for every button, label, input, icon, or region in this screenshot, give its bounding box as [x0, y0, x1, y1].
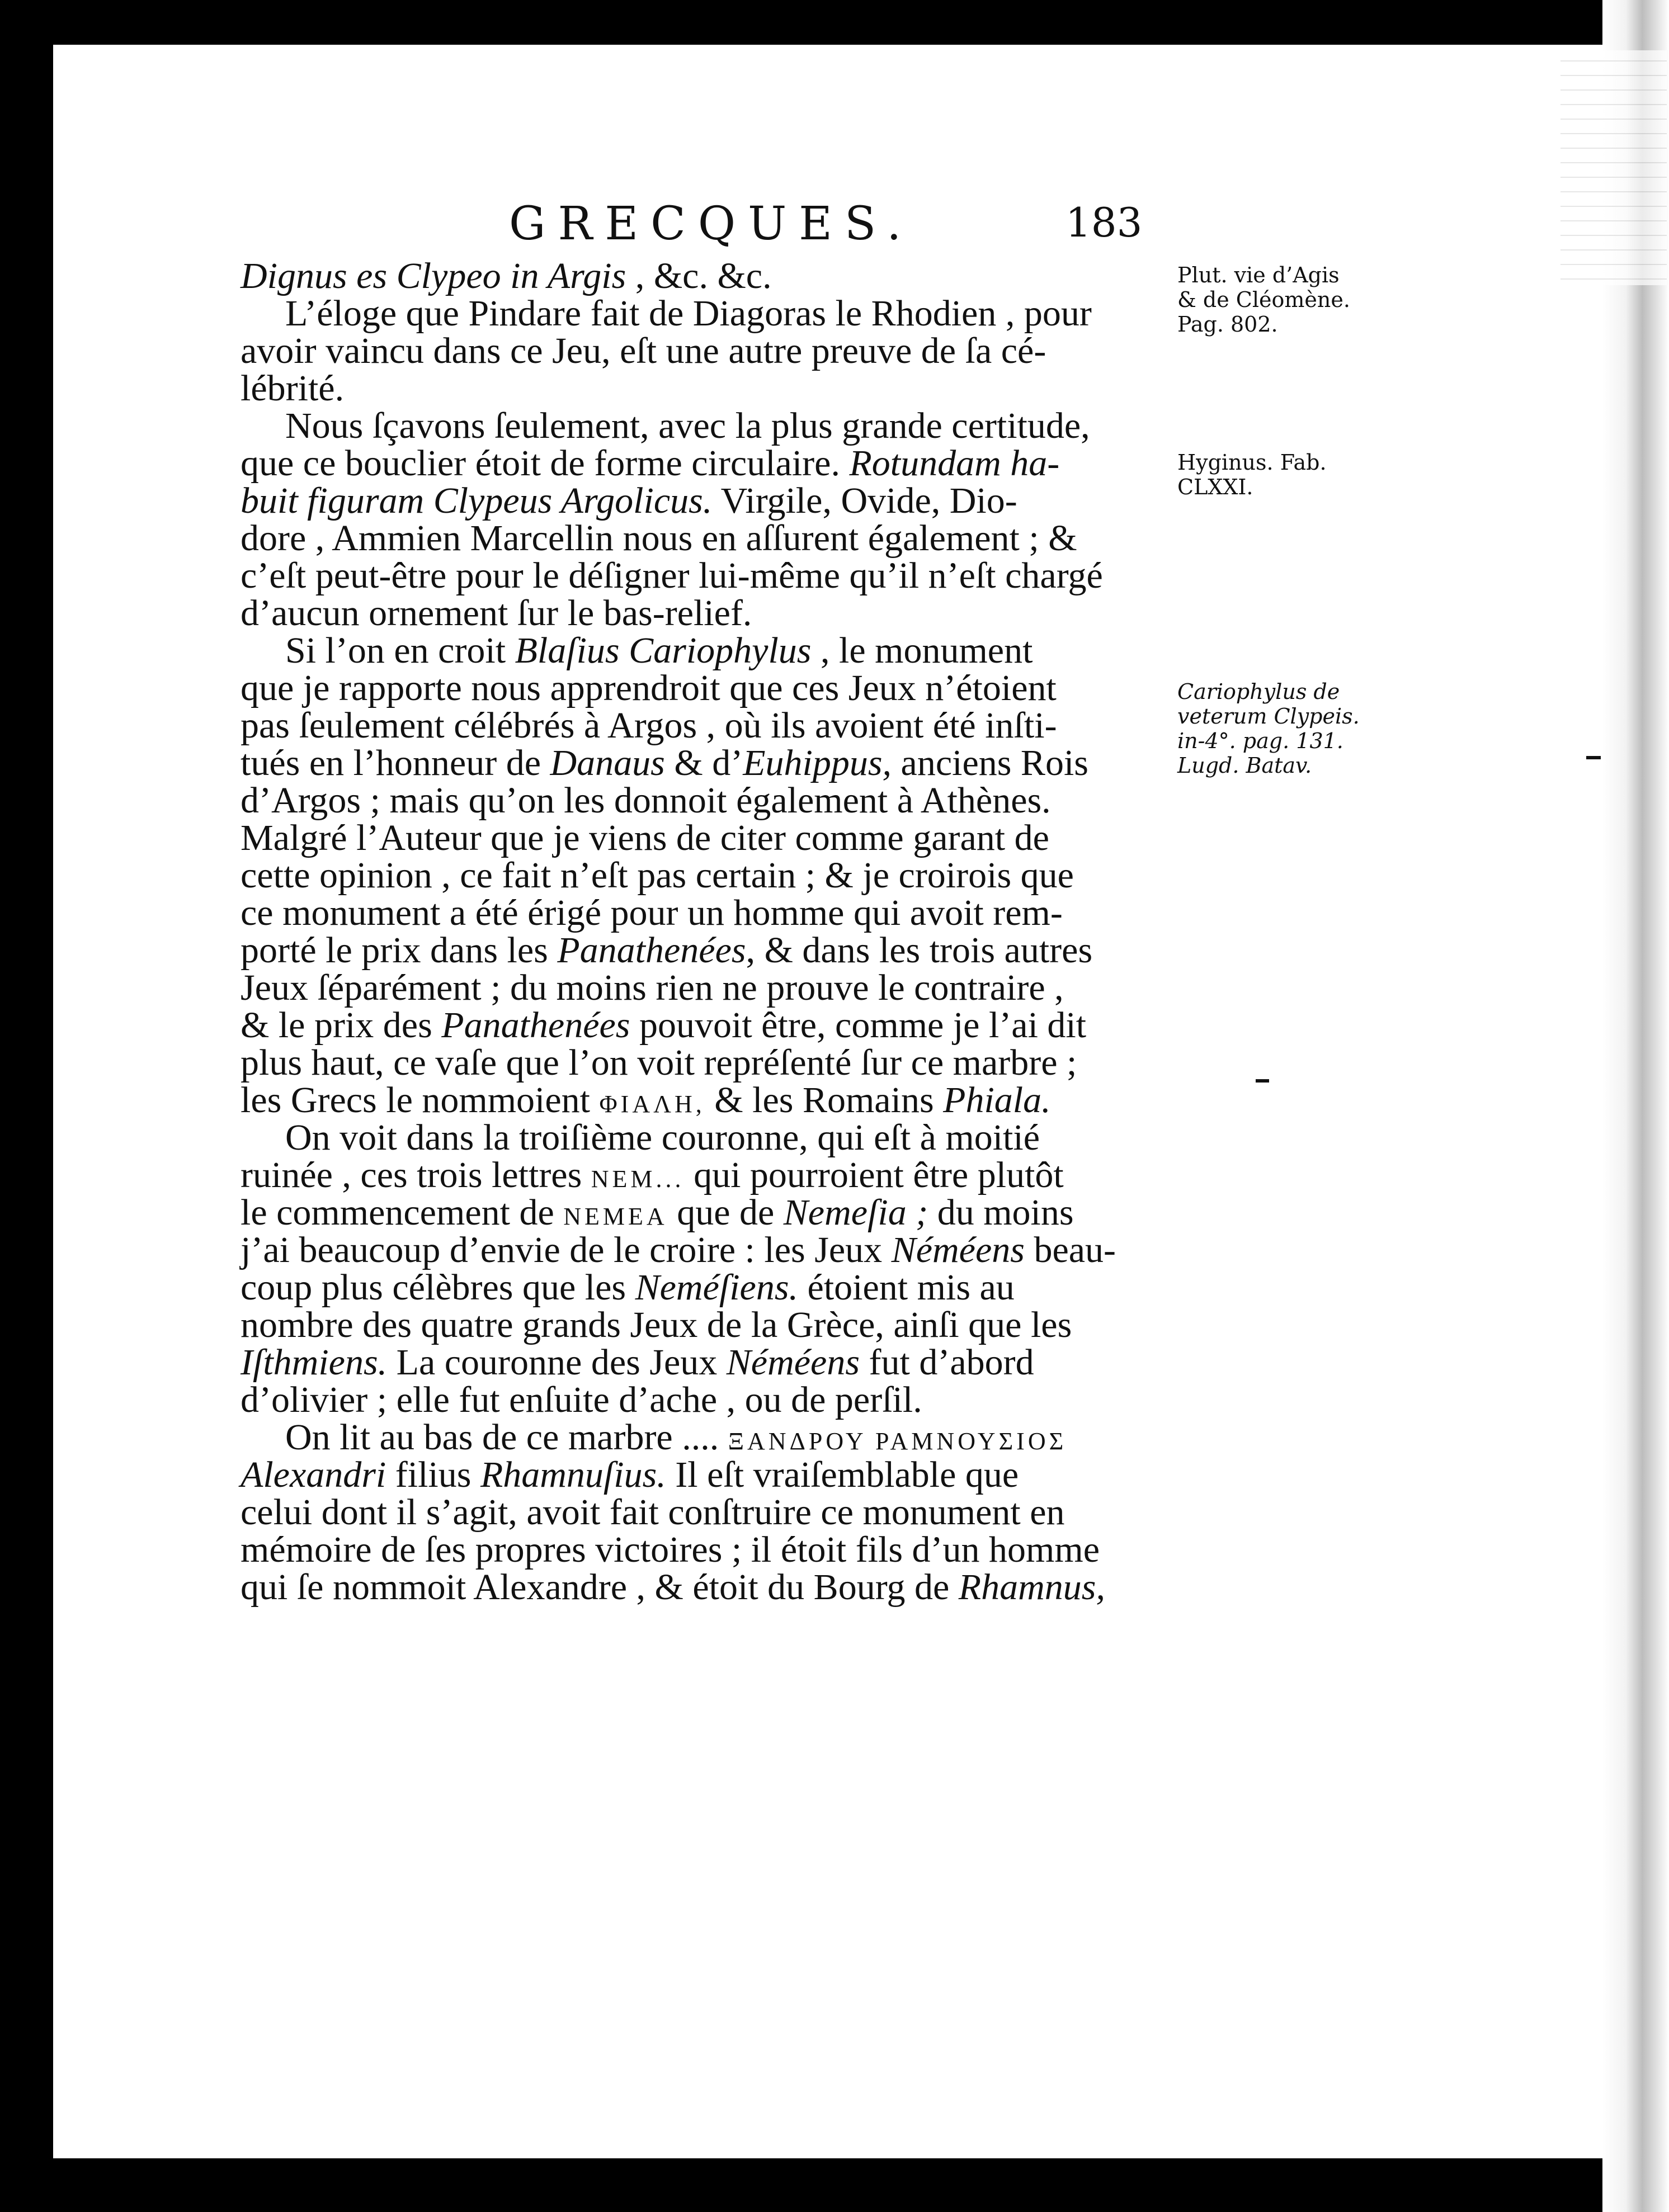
- italic-text: Néméens: [891, 1230, 1025, 1270]
- text-segment: étoient mis au: [798, 1267, 1015, 1308]
- text-segment: Nous ſçavons ſeulement, avec la plus grande certitude,: [285, 405, 1090, 446]
- text-line: [241, 295, 1169, 332]
- text-line: [241, 1044, 1169, 1081]
- text-line: [241, 1156, 1169, 1194]
- text-segment: nombre des quatre grands Jeux de la Grèce, ainſi que les: [241, 1304, 1072, 1345]
- italic-text: Alexandri: [241, 1454, 386, 1495]
- text-segment: & le prix des: [241, 1005, 442, 1046]
- running-head: GRECQUES.: [509, 197, 914, 250]
- text-line: [241, 1006, 1169, 1044]
- text-line: [241, 819, 1169, 857]
- text-segment: mémoire de ſes propres victoires ; il étoit fils d’un homme: [241, 1529, 1100, 1570]
- text-line: [241, 1531, 1169, 1568]
- italic-text: Néméens: [726, 1342, 860, 1383]
- text-line: [241, 1456, 1169, 1493]
- text-line: [241, 969, 1169, 1006]
- page-edge-texture: [1560, 50, 1667, 285]
- text-segment: que ce bouclier étoit de forme circulaire.: [241, 443, 850, 484]
- italic-text: Danaus: [550, 743, 665, 783]
- text-segment: pouvoit être, comme je l’ai dit: [630, 1005, 1087, 1046]
- text-line: [241, 857, 1169, 894]
- margin-note-line: Plut. vie d’Agis: [1177, 263, 1340, 287]
- margin-note-line: Hyginus. Fab.: [1177, 450, 1327, 475]
- text-line: [241, 1344, 1169, 1381]
- italic-text: Phiala.: [943, 1080, 1051, 1121]
- text-segment: Malgré l’Auteur que je viens de citer comme garant de: [241, 817, 1049, 858]
- text-segment: qui pourroient être plutôt: [684, 1155, 1064, 1195]
- margin-note-plutarch: [1177, 263, 1350, 337]
- text-segment: d’Argos ; mais qu’on les donnoit également à Athènes.: [241, 780, 1051, 821]
- text-line: [241, 1381, 1169, 1419]
- italic-text: Dignus es Clypeo in Argis: [241, 256, 626, 296]
- text-line: [241, 594, 1169, 632]
- text-line: [241, 669, 1169, 707]
- italic-text: Rhamnus,: [958, 1567, 1105, 1608]
- text-segment: Jeux ſéparément ; du moins rien ne prouve le contraire ,: [241, 967, 1064, 1008]
- greek-text: ΦΙΑΛΗ,: [599, 1090, 705, 1118]
- text-segment: lébrité.: [241, 368, 345, 409]
- text-segment: Virgile, Ovide, Dio-: [712, 480, 1017, 521]
- text-segment: ruinée , ces trois lettres: [241, 1155, 591, 1195]
- text-line: [241, 445, 1169, 482]
- text-segment: cette opinion , ce fait n’eſt pas certain ; & je croirois que: [241, 855, 1074, 896]
- text-segment: On lit au bas de ce marbre ....: [285, 1417, 728, 1458]
- italic-text: Iſthmiens.: [241, 1342, 388, 1383]
- text-line: [241, 707, 1169, 744]
- text-segment: les Grecs le nommoient: [241, 1080, 600, 1121]
- italic-text: buit figuram Clypeus Argolicus.: [241, 480, 713, 521]
- margin-note-line: in-4°. pag. 131.: [1177, 729, 1343, 753]
- margin-dash: [1256, 1079, 1269, 1083]
- text-line: [241, 519, 1169, 557]
- text-segment: filius: [386, 1454, 480, 1495]
- text-segment: c’eſt peut-être pour le déſigner lui-même qu’il n’eſt chargé: [241, 555, 1103, 596]
- text-line: [241, 482, 1169, 519]
- text-line: [241, 782, 1169, 819]
- text-line: [241, 1194, 1169, 1231]
- text-segment: fut d’abord: [860, 1342, 1034, 1383]
- text-segment: avoir vaincu dans ce Jeu, eſt une autre preuve de ſa cé-: [241, 330, 1046, 371]
- margin-note-line: Lugd. Batav.: [1177, 753, 1312, 778]
- text-segment: , & dans les trois autres: [746, 930, 1093, 971]
- italic-text: Panathenées: [441, 1005, 630, 1046]
- text-segment: porté le prix dans les: [241, 930, 558, 971]
- margin-note-line: veterum Clypeis.: [1177, 704, 1360, 729]
- text-line: [241, 1493, 1169, 1531]
- text-segment: La couronne des Jeux: [387, 1342, 727, 1383]
- text-segment: coup plus célèbres que les: [241, 1267, 635, 1308]
- text-segment: Si l’on en croit: [285, 630, 515, 671]
- main-text-block: [241, 257, 1169, 1606]
- page-number: 183: [1065, 199, 1143, 246]
- text-segment: pas ſeulement célébrés à Argos , où ils avoient été inſti-: [241, 705, 1057, 746]
- text-line: [241, 1231, 1169, 1269]
- text-line: [241, 332, 1169, 370]
- greek-text: ΝΕΜΕΑ: [563, 1203, 668, 1230]
- text-segment: que de: [667, 1192, 784, 1233]
- margin-note-hyginus: [1177, 450, 1327, 499]
- text-line: [241, 894, 1169, 932]
- text-segment: d’aucun ornement ſur le bas-relief.: [241, 593, 752, 634]
- italic-text: Euhippus,: [743, 743, 892, 783]
- text-segment: & les Romains: [705, 1080, 944, 1121]
- text-segment: ce monument a été érigé pour un homme qui avoit rem-: [241, 892, 1063, 933]
- italic-text: Neméſiens.: [635, 1267, 799, 1308]
- margin-note-cariophylus: [1177, 679, 1360, 778]
- text-segment: qui ſe nommoit Alexandre , & étoit du Bourg de: [241, 1567, 959, 1608]
- margin-note-line: Cariophylus de: [1177, 679, 1340, 704]
- text-line: [241, 370, 1169, 407]
- text-line: [241, 1081, 1169, 1119]
- text-segment: celui dont il s’agit, avoit fait conſtruire ce monument en: [241, 1492, 1065, 1533]
- text-segment: tués en l’honneur de: [241, 743, 550, 783]
- text-line: [241, 1119, 1169, 1156]
- text-line: [241, 257, 1169, 295]
- text-segment: plus haut, ce vaſe que l’on voit repréſenté ſur ce marbre ;: [241, 1042, 1077, 1083]
- italic-text: Panathenées: [557, 930, 746, 971]
- text-segment: d’olivier ; elle fut enſuite d’ache , ou de perſil.: [241, 1379, 922, 1420]
- text-segment: le commencement de: [241, 1192, 564, 1233]
- margin-note-line: CLXXI.: [1177, 475, 1253, 499]
- margin-dash: [1586, 756, 1601, 759]
- text-segment: du moins: [928, 1192, 1074, 1233]
- text-line: [241, 932, 1169, 969]
- page-edge-shadow: [1602, 0, 1669, 2212]
- greek-text: ΞΑΝΔΡΟΥ ΡΑΜΝΟΥΣΙΟΣ: [728, 1428, 1067, 1455]
- text-segment: , le monument: [811, 630, 1033, 671]
- text-line: [241, 632, 1169, 669]
- text-segment: Il eſt vraiſemblable que: [666, 1454, 1019, 1495]
- text-segment: beau-: [1024, 1230, 1116, 1270]
- text-line: [241, 1306, 1169, 1344]
- italic-text: Rotundam ha-: [849, 443, 1060, 484]
- greek-text: ΝΕΜ...: [591, 1165, 685, 1193]
- text-segment: & d’: [664, 743, 743, 783]
- text-line: [241, 1568, 1169, 1606]
- text-line: [241, 557, 1169, 594]
- text-segment: dore , Ammien Marcellin nous en aſſurent également ; &: [241, 518, 1077, 559]
- text-line: [241, 1419, 1169, 1456]
- text-line: [241, 744, 1169, 782]
- italic-text: Blaſius Cariophylus: [515, 630, 812, 671]
- margin-note-line: & de Cléomène.: [1177, 287, 1350, 312]
- italic-text: Rhamnuſius.: [480, 1454, 666, 1495]
- text-segment: , &c. &c.: [626, 256, 772, 296]
- text-line: [241, 1269, 1169, 1306]
- text-segment: anciens Rois: [892, 743, 1088, 783]
- text-segment: j’ai beaucoup d’envie de le croire : les Jeux: [241, 1230, 892, 1270]
- text-segment: On voit dans la troiſième couronne, qui eſt à moitié: [285, 1117, 1040, 1158]
- text-segment: L’éloge que Pindare fait de Diagoras le Rhodien , pour: [285, 293, 1092, 334]
- margin-note-line: Pag. 802.: [1177, 312, 1278, 337]
- text-segment: que je rapporte nous apprendroit que ces Jeux n’étoient: [241, 668, 1057, 708]
- italic-text: Nemeſia ;: [783, 1192, 928, 1233]
- text-line: [241, 407, 1169, 445]
